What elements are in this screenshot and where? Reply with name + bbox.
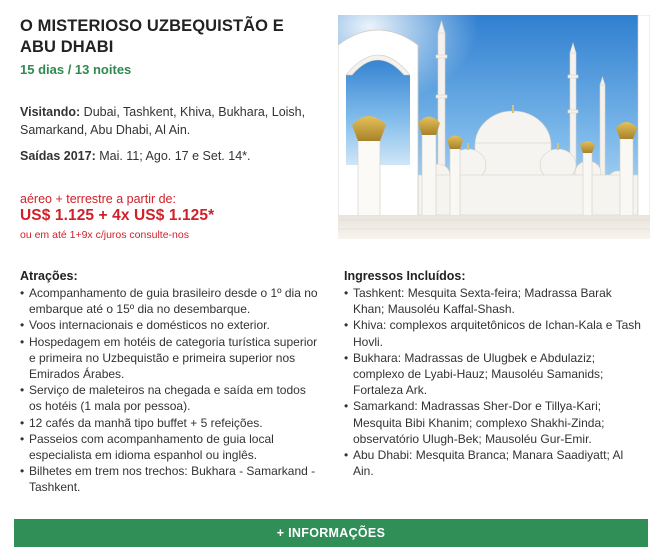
- duration-text: 15 dias / 13 noites: [20, 62, 132, 77]
- price-value: US$ 1.125 + 4x US$ 1.125*: [20, 207, 215, 224]
- tickets-title: Ingressos Incluídos:: [344, 269, 466, 283]
- installments-text: ou em até 1+9x c/juros consulte-nos: [20, 229, 189, 241]
- departures-label: Saídas 2017:: [20, 149, 96, 163]
- list-item: • Bukhara: Madrassas de Ulugbek e Abdulaziz; complexo de Lyabi-Hauz; Mausoléu Samanids; Fortaleza Ark.: [344, 350, 604, 398]
- list-item: • Acompanhamento de guia brasileiro desde o 1º dia no embarque até o 15º dia no desembarque.: [20, 286, 318, 317]
- attractions-section: [20, 268, 320, 496]
- list-item: • Hospedagem em hotéis de categoria turística superior e primeira no Uzbequistão e primeira superior nos Emirados Árabes.: [20, 334, 318, 382]
- list-item: • Abu Dhabi: Mesquita Branca; Manara Saadiyatt; Al Ain.: [344, 448, 624, 479]
- price-label: aéreo + terrestre a partir de:: [20, 192, 176, 206]
- tickets-section: [344, 268, 644, 479]
- visiting-text: Dubai, Tashkent, Khiva, Bukhara, Loish, Samarkand, Abu Dhabi, Al Ain.: [20, 105, 306, 137]
- list-item: • Serviço de maleteiros na chegada e saída em todos os hotéis (1 mala por pessoa).: [20, 383, 306, 414]
- attractions-title: Atrações:: [20, 269, 78, 283]
- tickets-list: [344, 285, 644, 479]
- visiting-label: Visitando:: [20, 105, 81, 119]
- attractions-list: [20, 285, 320, 496]
- visiting-info: [20, 103, 320, 139]
- list-item: • Bilhetes em trem nos trechos: Bukhara - Samarkand - Tashkent.: [20, 464, 316, 495]
- page-title: O MISTERIOSO UZBEQUISTÃO E ABU DHABI: [20, 17, 284, 56]
- departures-text: Mai. 11; Ago. 17 e Set. 14*.: [95, 149, 251, 163]
- list-item: • Voos internacionais e domésticos no exterior.: [20, 318, 270, 333]
- list-item: • Tashkent: Mesquita Sexta-feira; Madrassa Barak Khan; Mausoléu Kaffal-Shash.: [344, 286, 612, 317]
- more-info-button[interactable]: + INFORMAÇÕES: [14, 519, 648, 547]
- list-item: • Khiva: complexos arquitetônicos de Ichan-Kala e Tash Hovli.: [344, 318, 641, 349]
- list-item: • Passeios com acompanhamento de guia local especialista em idioma espanhol ou inglês.: [20, 431, 274, 463]
- mosque-photo: [338, 15, 650, 239]
- list-item: • 12 cafés da manhã tipo buffet + 5 refeições.: [20, 415, 263, 430]
- departures-info: [20, 147, 320, 165]
- list-item: • Samarkand: Madrassas Sher-Dor e Tillya-Kari; Mesquita Bibi Khanim; complexo Shakhi-Zinda; observatório Ulugh-Bek; Mausoléu Gur-Emir.: [344, 399, 605, 446]
